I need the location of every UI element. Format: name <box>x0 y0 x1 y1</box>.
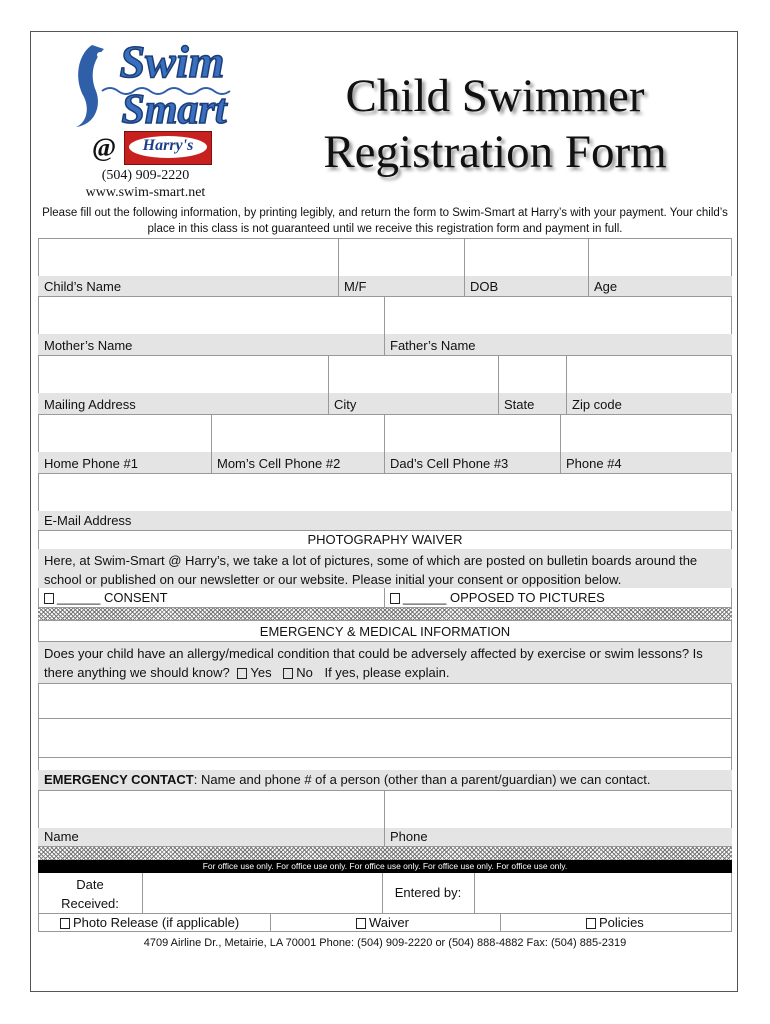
medical-question: Does your child have an allergy/medical condition that could be adversely affected by exercise or swim lessons? Is there anything we should know? <box>44 646 703 680</box>
partner-logo-row <box>92 131 212 165</box>
opposed-option[interactable] <box>390 589 720 607</box>
title-line-1: Child Swimmer <box>345 70 645 122</box>
mom-cell-label: Mom’s Cell Phone #2 <box>217 456 341 471</box>
email-label: E-Mail Address <box>44 513 132 528</box>
father-name-label: Father’s Name <box>390 338 476 353</box>
city-label: City <box>334 397 357 412</box>
mailing-address-field[interactable] <box>38 355 328 414</box>
child-name-field[interactable] <box>38 238 338 296</box>
divider-hatch-2 <box>38 846 732 860</box>
policies-label: Policies <box>599 915 644 930</box>
email-field[interactable] <box>38 473 732 530</box>
medical-explain-line-1[interactable] <box>38 684 732 718</box>
dob-field[interactable] <box>464 238 588 296</box>
dad-cell-field[interactable] <box>384 414 560 473</box>
zip-code-field[interactable] <box>566 355 732 414</box>
city-field[interactable] <box>328 355 498 414</box>
phone4-field[interactable] <box>560 414 732 473</box>
photo-waiver-text: Here, at Swim-Smart @ Harry’s, we take a lot of pictures, some of which are posted on bulletin boards around the school or published on our newsletter or our website. Please initial your consent or opposition below. <box>38 549 732 588</box>
mf-label: M/F <box>344 279 367 294</box>
photo-release-checkbox[interactable] <box>60 918 70 929</box>
emergency-contact-heading <box>38 770 732 790</box>
mother-name-label: Mother’s Name <box>44 338 133 353</box>
medical-question-block <box>38 641 732 683</box>
state-label: State <box>504 397 535 412</box>
waiver-option[interactable] <box>356 914 476 932</box>
page-title <box>270 68 720 180</box>
opposed-checkbox[interactable] <box>390 593 400 604</box>
explain-label: If yes, please explain. <box>324 665 450 680</box>
mom-cell-field[interactable] <box>211 414 384 473</box>
dad-cell-label: Dad’s Cell Phone #3 <box>390 456 509 471</box>
at-sign: @ <box>92 133 117 162</box>
consent-checkbox[interactable] <box>44 593 54 604</box>
registration-form <box>38 238 732 932</box>
emergency-phone-label: Phone <box>390 829 428 844</box>
footer-address: 4709 Airline Dr., Metairie, LA 70001 Phone: (504) 909-2220 or (504) 888-4882 Fax: (504) 885-2319 <box>143 937 627 949</box>
photo-waiver-heading: PHOTOGRAPHY WAIVER <box>307 532 463 547</box>
waiver-label: Waiver <box>369 915 409 930</box>
zip-code-label: Zip code <box>572 397 622 412</box>
father-name-field[interactable] <box>384 296 732 355</box>
policies-option[interactable] <box>586 914 706 932</box>
home-phone-label: Home Phone #1 <box>44 456 138 471</box>
dob-label: DOB <box>470 279 499 294</box>
yes-checkbox[interactable] <box>237 668 247 679</box>
office-use-banner: For office use only. For office use only. For office use only. For office use only. For office use only. <box>38 860 732 873</box>
entered-by-label: Entered by: <box>394 885 462 900</box>
date-received-field[interactable] <box>142 873 382 913</box>
photo-release-label: Photo Release (if applicable) <box>73 915 240 930</box>
harrys-logo <box>124 131 212 165</box>
opposed-label: ______ OPPOSED TO PICTURES <box>403 590 605 605</box>
emergency-contact-text: : Name and phone # of a person (other than a parent/guardian) we can contact. <box>193 772 651 787</box>
age-label: Age <box>594 279 618 294</box>
medical-explain-line-2[interactable] <box>38 719 732 757</box>
photo-release-option[interactable] <box>60 914 270 932</box>
mailing-address-label: Mailing Address <box>44 397 136 412</box>
contact-phone: (504) 909-2220 <box>101 168 190 183</box>
title-line-2: Registration Form <box>323 126 667 178</box>
waiver-checkbox[interactable] <box>356 918 366 929</box>
date-received-label: Date Received: <box>61 877 119 911</box>
state-field[interactable] <box>498 355 566 414</box>
divider-hatch <box>38 607 732 621</box>
no-label: No <box>296 665 313 680</box>
logo-smart-text: Smart <box>121 87 227 131</box>
consent-option[interactable] <box>44 589 374 607</box>
emergency-name-label: Name <box>44 829 79 844</box>
child-name-label: Child’s Name <box>44 279 122 294</box>
logo-swim-text: Swim <box>119 36 225 87</box>
yes-label: Yes <box>250 665 272 680</box>
entered-by-field[interactable] <box>474 873 732 913</box>
phone4-label: Phone #4 <box>566 456 622 471</box>
swim-smart-logo <box>62 35 240 131</box>
home-phone-field[interactable] <box>38 414 211 473</box>
medical-heading: EMERGENCY & MEDICAL INFORMATION <box>259 624 511 639</box>
website[interactable]: www.swim-smart.net <box>85 185 206 200</box>
emergency-contact-bold: EMERGENCY CONTACT <box>44 772 194 787</box>
age-field[interactable] <box>588 238 732 296</box>
consent-label: ______ CONSENT <box>57 590 168 605</box>
no-checkbox[interactable] <box>283 668 293 679</box>
mother-name-field[interactable] <box>38 296 384 355</box>
intro-text: Please fill out the following information, by printing legibly, and return the form to Swim-Smart at Harry’s with your payment. Your child’s place in this class is not guaranteed until we receive this registration form and payment in full. <box>42 207 728 235</box>
harrys-logo-text: Harry's <box>142 137 194 154</box>
emergency-phone-field[interactable] <box>384 791 732 846</box>
mf-field[interactable] <box>338 238 464 296</box>
emergency-name-field[interactable] <box>38 791 384 846</box>
policies-checkbox[interactable] <box>586 918 596 929</box>
